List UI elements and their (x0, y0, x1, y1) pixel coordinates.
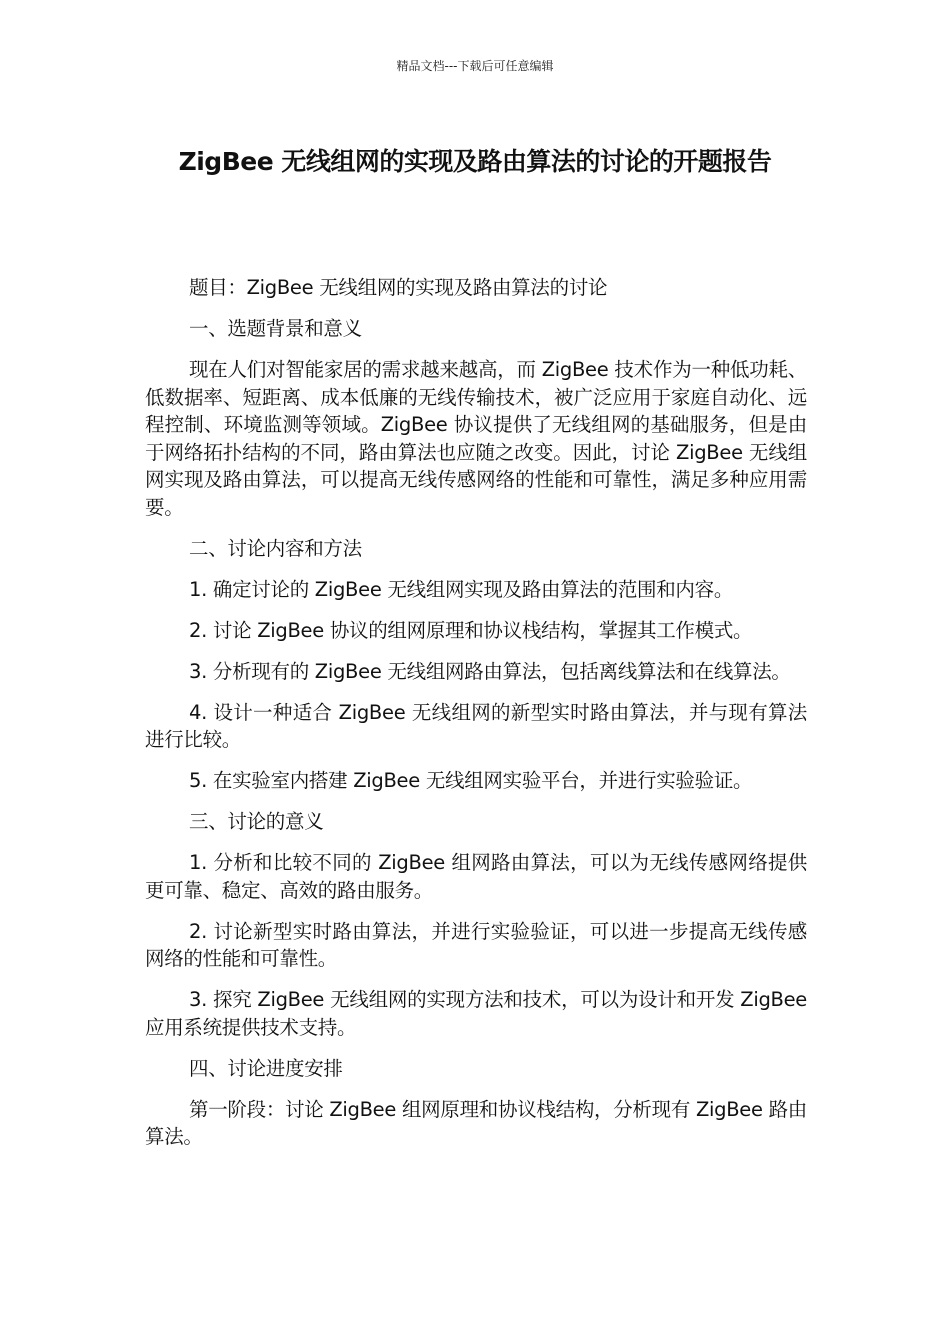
section-heading-significance: 三、讨论的意义 (189, 810, 324, 833)
list-item: 3. 分析现有的 ZigBee 无线组网路由算法，包括离线算法和在线算法。 (189, 659, 791, 683)
section-heading-background: 一、选题背景和意义 (189, 317, 362, 340)
list-item: 2. 讨论新型实时路由算法，并进行实验验证，可以进一步提高无线传感网络的性能和可靠性。 (145, 919, 807, 970)
schedule-phase-1: 第一阶段：讨论 ZigBee 组网原理和协议栈结构，分析现有 ZigBee 路由算法。 (145, 1097, 807, 1148)
background-paragraph: 现在人们对智能家居的需求越来越高，而 ZigBee 技术作为一种低功耗、低数据率、短距离、成本低廉的无线传输技术，被广泛应用于家庭自动化、远程控制、环境监测等领域。ZigBee 协议提供了无线组网的基础服务，但是由于网络拓扑结构的不同，路由算法也应随之改变。因此，讨论 ZigBee 无线组网实现及路由算法，可以提高无线传感网络的性能和可靠性，满足多种应用需要。 (145, 358, 807, 519)
header-note: 精品文档---下载后可任意编辑 (396, 59, 554, 73)
section-heading-schedule: 四、讨论进度安排 (189, 1056, 343, 1080)
list-item: 1. 确定讨论的 ZigBee 无线组网实现及路由算法的范围和内容。 (189, 577, 734, 601)
document-title: ZigBee 无线组网的实现及路由算法的讨论的开题报告 (178, 147, 772, 176)
topic-line: 题目：ZigBee 无线组网的实现及路由算法的讨论 (189, 276, 608, 299)
list-item: 3. 探究 ZigBee 无线组网的实现方法和技术，可以为设计和开发 ZigBee 应用系统提供技术支持。 (145, 988, 807, 1039)
list-item: 1. 分析和比较不同的 ZigBee 组网路由算法，可以为无线传感网络提供更可靠、稳定、高效的路由服务。 (145, 851, 807, 902)
list-item: 5. 在实验室内搭建 ZigBee 无线组网实验平台，并进行实验验证。 (189, 769, 753, 792)
document-body (145, 274, 807, 1164)
section-heading-content-methods: 二、讨论内容和方法 (189, 536, 362, 560)
list-item: 2. 讨论 ZigBee 协议的组网原理和协议栈结构，掌握其工作模式。 (189, 618, 753, 642)
list-item: 4. 设计一种适合 ZigBee 无线组网的新型实时路由算法，并与现有算法进行比较。 (145, 700, 807, 751)
